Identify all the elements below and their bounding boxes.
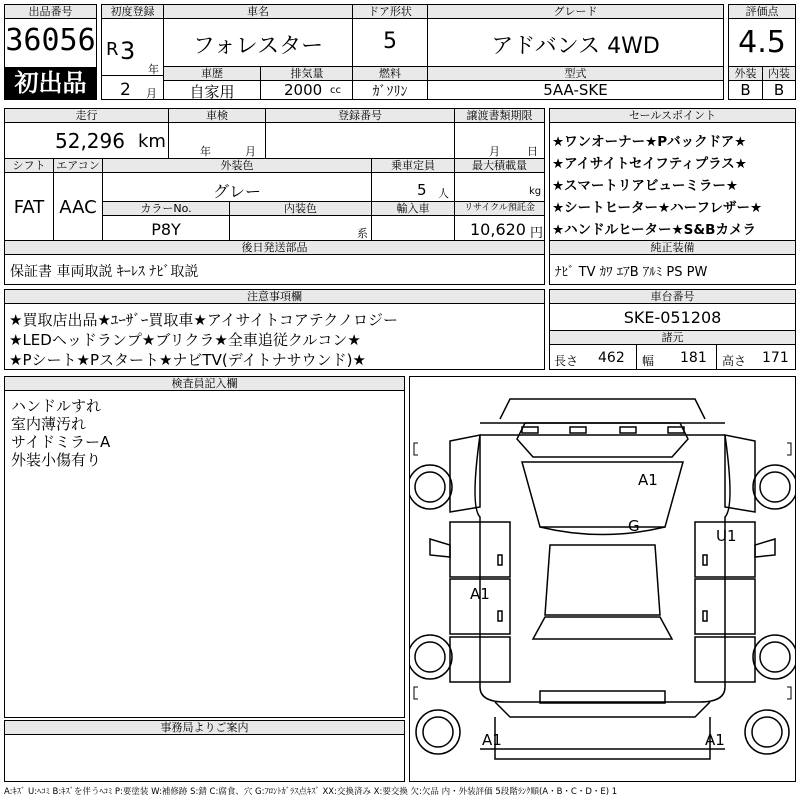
- first-registration-box: [101, 4, 164, 100]
- transfer-month-unit: 月: [489, 145, 500, 158]
- score-value: 4.5: [738, 25, 786, 60]
- damage-mark: A1: [470, 585, 490, 603]
- notes-line: ★LEDヘッドランプ★ブリクラ★全車追従クルコン★: [9, 331, 361, 349]
- office-label: 事務局よりご案内: [5, 721, 404, 735]
- sales-point-line: ★アイサイトセイフティプラス★: [552, 156, 747, 172]
- mileage-value: 52,296: [55, 129, 125, 153]
- first-listing-badge: 初出品: [5, 67, 96, 99]
- inspection-year-unit: 年: [200, 145, 211, 158]
- notes-box: [4, 289, 545, 370]
- damage-mark: U1: [716, 527, 737, 545]
- recycle-value: 10,620: [470, 220, 526, 239]
- model-label: 型式: [428, 67, 723, 81]
- ac-label: エアコン: [54, 159, 102, 173]
- legend: A:ｷｽﾞ U:ﾍｺﾐ B:ｷｽﾞを伴うﾍｺﾐ P:要塗装 W:補修跡 S:錆 C:腐食、穴 G:ﾌﾛﾝﾄｶﾞﾗｽ点ｷｽﾞ XX:交換済み X:要交換 欠:欠品 内・外装評価 5段階ﾗﾝｸ順(A・B・C・D・E) 1: [4, 787, 618, 797]
- inspector-line: 外装小傷有り: [11, 451, 102, 469]
- color-no-label: カラーNo.: [103, 202, 229, 216]
- exterior-color-value: グレー: [212, 182, 261, 201]
- car-name-label: 車名: [164, 5, 352, 19]
- exterior-grade: B: [740, 81, 751, 99]
- width-label: 幅: [642, 354, 655, 368]
- first-reg-label: 初度登録: [102, 5, 163, 19]
- car-name: フォレスター: [192, 34, 324, 59]
- damage-mark: A1: [638, 471, 658, 489]
- lot-box: [4, 4, 97, 100]
- mileage-label: 走行: [5, 109, 168, 123]
- car-diagram: [409, 376, 796, 782]
- color-no-value: P8Y: [151, 220, 181, 239]
- lot-label: 出品番号: [5, 5, 96, 19]
- notes-line: ★買取店出品★ﾕｰｻﾞｰ買取車★アイサイトコアテクノロジー: [9, 311, 398, 329]
- parts-label: 後日発送部品: [5, 241, 544, 255]
- chassis-label: 車台番号: [550, 290, 795, 304]
- height-label: 高さ: [722, 354, 747, 368]
- score-box: [728, 4, 796, 100]
- notes-line: ★Pシート★Pスタート★ナビTV(デイトナサウンド)★: [9, 351, 366, 369]
- score-label: 評価点: [729, 5, 795, 19]
- door-value: 5: [383, 29, 397, 54]
- shift-value: FAT: [13, 197, 45, 218]
- reg-number-label: 登録番号: [266, 109, 454, 123]
- details-box: [4, 108, 545, 285]
- transfer-label: 譲渡書類期限: [455, 109, 544, 123]
- mileage-unit: km: [138, 131, 166, 152]
- exterior-color-label: 外装色: [103, 159, 371, 173]
- width-value: 181: [680, 350, 707, 366]
- sales-points-box: [549, 108, 796, 285]
- history-value: 自家用: [189, 83, 235, 101]
- damage-mark: A1: [482, 731, 502, 749]
- exterior-grade-label: 外装: [729, 67, 762, 81]
- recycle-label: リサイクル預託金: [455, 202, 544, 216]
- transfer-day-unit: 日: [527, 145, 538, 158]
- sales-point-line: ★シートヒーター★ハーフレザー★: [552, 200, 763, 216]
- length-label: 長さ: [554, 354, 579, 368]
- import-label: 輸入車: [372, 202, 454, 216]
- interior-grade: B: [773, 81, 785, 99]
- interior-color-label: 内装色: [230, 202, 371, 216]
- capacity-unit: 人: [438, 187, 449, 200]
- inspector-line: 室内薄汚れ: [11, 415, 87, 433]
- fuel-value: ｶﾞｿﾘﾝ: [372, 84, 408, 100]
- door-label: ドア形状: [353, 5, 427, 19]
- parts-value: 保証書 車両取説 ｷｰﾚｽ ﾅﾋﾞ取説: [10, 264, 199, 280]
- sales-points-label: セールスポイント: [550, 109, 795, 123]
- recycle-unit: 円: [530, 226, 544, 241]
- year-unit: 年: [148, 63, 159, 76]
- inspection-label: 車検: [169, 109, 265, 123]
- vehicle-header-box: [163, 4, 724, 100]
- inspector-label: 検査員記入欄: [5, 377, 404, 391]
- first-reg-month: 2: [120, 80, 131, 100]
- inspector-line: ハンドルすれ: [11, 397, 102, 415]
- capacity-label: 乗車定員: [372, 159, 454, 173]
- interior-color-unit: 系: [357, 227, 368, 240]
- shift-label: シフト: [5, 159, 53, 173]
- grade-value: アドバンス 4WD: [491, 34, 660, 59]
- fuel-label: 燃料: [353, 67, 427, 81]
- max-load-unit: kg: [529, 186, 542, 197]
- dimensions-label: 諸元: [550, 331, 795, 345]
- office-box: [4, 720, 405, 782]
- notes-label: 注意事項欄: [5, 290, 544, 304]
- chassis-box: [549, 289, 796, 370]
- chassis-value: SKE-051208: [623, 308, 722, 327]
- damage-mark: G: [628, 517, 640, 535]
- displacement-value: 2000: [284, 81, 323, 99]
- equipment-value: ﾅﾋﾞ TV ｶﾜ ｴｱB ｱﾙﾐ PS PW: [555, 265, 708, 280]
- inspection-month-unit: 月: [245, 145, 256, 158]
- sales-point-line: ★スマートリアビューミラー★: [552, 178, 738, 194]
- equipment-label: 純正装備: [550, 241, 795, 255]
- first-reg-year: 3: [120, 37, 136, 65]
- displacement-unit: cc: [330, 85, 341, 96]
- height-value: 171: [762, 350, 789, 366]
- max-load-label: 最大積載量: [455, 159, 544, 173]
- era: R: [106, 39, 119, 60]
- inspector-line: サイドミラーA: [11, 433, 111, 451]
- interior-grade-label: 内装: [763, 67, 795, 81]
- history-label: 車歴: [164, 67, 260, 81]
- sales-point-line: ★ワンオーナー★Pバックドア★: [552, 134, 747, 150]
- sales-point-line: ★ハンドルヒーター★S&Bカメラ: [552, 222, 756, 238]
- grade-label: グレード: [428, 5, 723, 19]
- lot-number: 36056: [5, 23, 96, 58]
- damage-mark: A1: [705, 731, 725, 749]
- inspector-box: [4, 376, 405, 718]
- month-unit: 月: [146, 87, 157, 100]
- displacement-label: 排気量: [261, 67, 353, 81]
- capacity-value: 5: [417, 181, 427, 199]
- ac-value: AAC: [59, 197, 97, 218]
- model-value: 5AA-SKE: [543, 81, 608, 99]
- length-value: 462: [598, 350, 625, 366]
